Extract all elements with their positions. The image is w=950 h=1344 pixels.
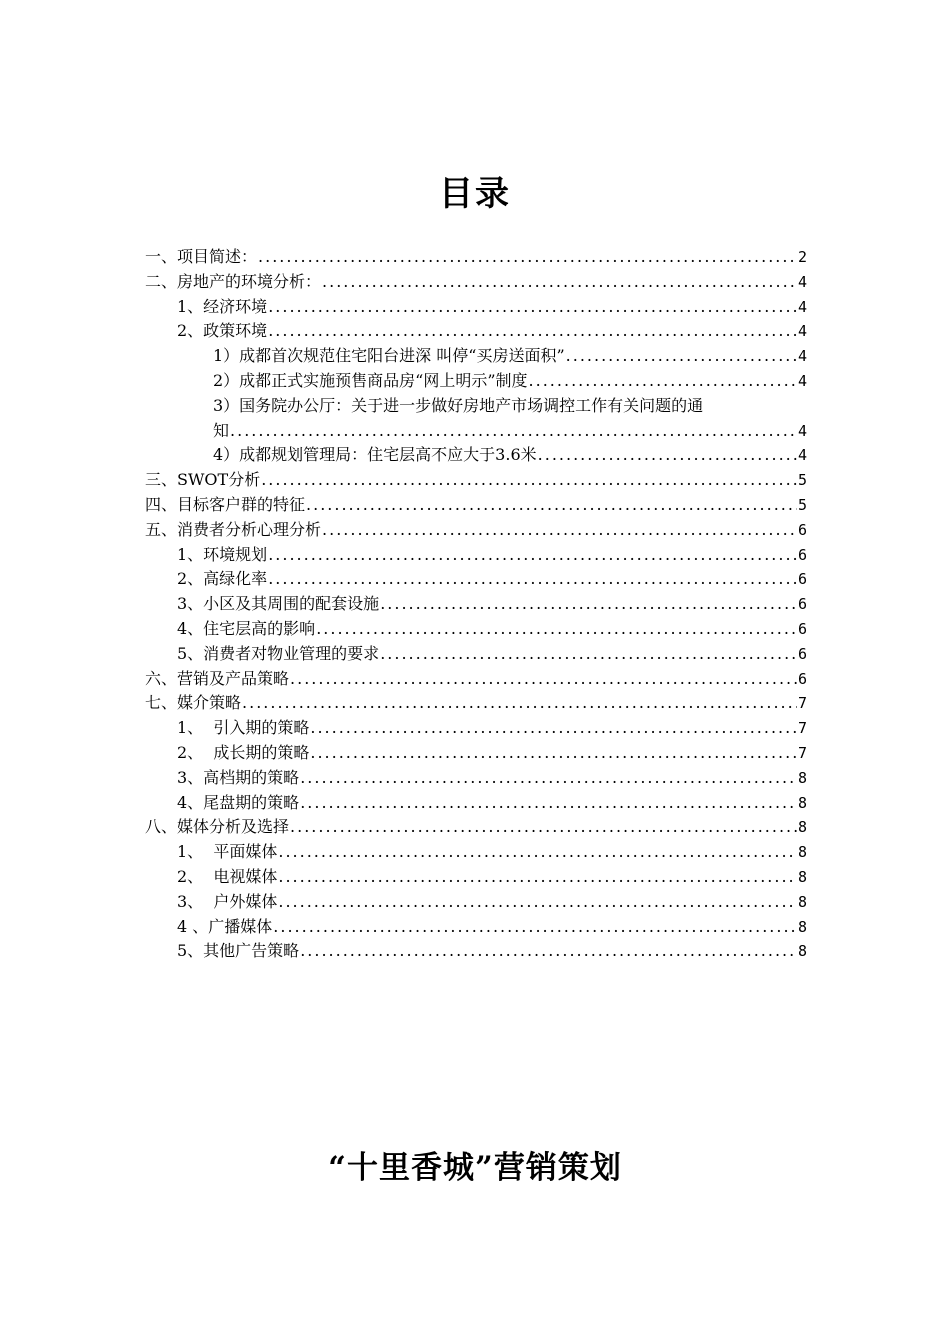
toc-page-number: 6 (797, 669, 807, 688)
dot-leader (278, 865, 797, 890)
toc-page-number: 8 (797, 818, 807, 837)
toc-page-number: 4 (797, 421, 807, 440)
toc-page-number: 2 (797, 248, 807, 266)
toc-entry[interactable] (145, 691, 807, 716)
toc-entry[interactable] (145, 245, 807, 270)
toc-entry-text: 4 、广播媒体 (177, 916, 273, 936)
toc-page-number: 7 (797, 743, 807, 762)
toc-page-number: 8 (797, 867, 807, 886)
toc-page-number: 5 (797, 495, 807, 514)
dot-leader (310, 716, 797, 741)
toc-entry[interactable] (145, 667, 807, 692)
toc-entry-text: 2）成都正式实施预售商品房“网上明示”制度 (213, 370, 528, 390)
toc-entry[interactable] (145, 915, 807, 940)
dot-leader (278, 890, 797, 915)
dot-leader (566, 344, 797, 369)
dot-leader (380, 592, 797, 617)
toc-entry-text: 3）国务院办公厅：关于进一步做好房地产市场调控工作有关问题的通 (213, 395, 704, 415)
toc-entry-text: 1、经济环境 (177, 296, 268, 316)
toc-entry[interactable] (145, 344, 807, 369)
toc-entry[interactable] (145, 493, 807, 518)
toc-page-number: 6 (797, 545, 807, 564)
toc-entry-text: 2、政策环境 (177, 321, 268, 341)
dot-leader (268, 319, 797, 344)
toc-entry-text: 5、消费者对物业管理的要求 (177, 643, 380, 663)
toc-page-number: 6 (797, 520, 807, 539)
toc-page-number: 6 (797, 619, 807, 638)
toc-entry[interactable] (145, 319, 807, 344)
toc-entry-text: 一、项目简述： (145, 247, 258, 266)
toc-entry-text: 六、营销及产品策略 (145, 668, 290, 688)
toc-page-number: 7 (797, 694, 807, 713)
toc-entry-text: 四、目标客户群的特征 (145, 494, 306, 514)
toc-page-number: 8 (797, 768, 807, 787)
dot-leader (278, 840, 797, 865)
toc-page-number: 4 (797, 347, 807, 366)
dot-leader (322, 270, 797, 295)
toc-page-number: 4 (797, 297, 807, 316)
toc-entry-text: 1、 引入期的策略 (177, 718, 310, 738)
toc-entry[interactable] (145, 865, 807, 890)
toc-entry[interactable] (145, 642, 807, 667)
toc-entry[interactable] (145, 890, 807, 915)
dot-leader (290, 667, 797, 692)
dot-leader (300, 939, 797, 964)
toc-page-number: 4 (797, 322, 807, 341)
toc-entry[interactable] (145, 741, 807, 766)
toc-page-number: 8 (797, 793, 807, 812)
toc-entry-text: 五、消费者分析心理分析 (145, 519, 322, 539)
toc-entry[interactable] (145, 716, 807, 741)
toc-entry[interactable] (145, 840, 807, 865)
toc-entry[interactable] (145, 791, 807, 816)
toc-page-number: 4 (797, 446, 807, 465)
dot-leader (300, 766, 797, 791)
toc-entry[interactable] (145, 543, 807, 568)
dot-leader (306, 493, 797, 518)
toc-page-number: 7 (797, 719, 807, 738)
toc-entry-text: 1、 平面媒体 (177, 842, 278, 862)
dot-leader (268, 543, 797, 568)
toc-entry-text: 2、 电视媒体 (177, 866, 278, 886)
toc-page-number: 4 (797, 272, 807, 291)
dot-leader (242, 691, 797, 716)
toc-entry-text: 2、高绿化率 (177, 569, 268, 589)
toc-page-number: 4 (797, 371, 807, 390)
toc-entry[interactable] (145, 295, 807, 320)
toc-entry-text: 3、小区及其周围的配套设施 (177, 594, 380, 614)
toc-page-number: 5 (797, 471, 807, 490)
dot-leader (538, 443, 797, 468)
dot-leader (300, 791, 797, 816)
dot-leader (268, 567, 797, 592)
dot-leader (380, 642, 797, 667)
toc-page-number: 8 (797, 843, 807, 862)
toc-entry-text: 八、媒体分析及选择 (145, 817, 290, 837)
toc-entry-text: 二、房地产的环境分析： (145, 271, 322, 291)
toc-page-number: 6 (797, 595, 807, 614)
toc-page-number: 8 (797, 942, 807, 961)
toc-entry-text: 2、 成长期的策略 (177, 742, 310, 762)
toc-entry-text: 3、高档期的策略 (177, 767, 300, 787)
toc-heading: 目录 (439, 174, 511, 214)
toc-entry-text: 三、SWOT分析 (145, 470, 261, 490)
dot-leader (322, 518, 797, 543)
toc-entry[interactable] (145, 617, 807, 642)
toc-entry[interactable] (145, 592, 807, 617)
dot-leader (316, 617, 797, 642)
toc-entry[interactable] (145, 518, 807, 543)
table-of-contents (145, 245, 807, 964)
toc-page-number: 8 (797, 892, 807, 911)
toc-page-number: 8 (797, 917, 807, 936)
toc-entry-text: 3、 户外媒体 (177, 891, 278, 911)
toc-entry[interactable] (145, 394, 807, 444)
toc-entry[interactable] (145, 270, 807, 295)
toc-entry[interactable] (145, 369, 807, 394)
dot-leader (529, 369, 797, 394)
toc-entry[interactable] (145, 766, 807, 791)
toc-entry-text: 4、尾盘期的策略 (177, 792, 300, 812)
toc-entry-text: 1、环境规划 (177, 544, 268, 564)
toc-entry-text: 七、媒介策略 (145, 693, 242, 713)
toc-entry[interactable] (145, 939, 807, 964)
toc-entry[interactable] (145, 567, 807, 592)
dot-leader (258, 245, 797, 270)
document-title: “十里香城”营销策划 (328, 1150, 622, 1186)
toc-entry-text: 4）成都规划管理局：住宅层高不应大于3.6米 (213, 445, 537, 465)
toc-page-number: 6 (797, 644, 807, 663)
dot-leader (290, 815, 797, 840)
dot-leader (230, 419, 797, 444)
toc-entry-text: 5、其他广告策略 (177, 941, 300, 961)
toc-entry-text: 4、住宅层高的影响 (177, 618, 316, 638)
dot-leader (273, 915, 797, 940)
dot-leader (268, 295, 797, 320)
toc-entry-text: 1）成都首次规范住宅阳台进深 叫停“买房送面积” (213, 346, 565, 366)
toc-entry[interactable] (145, 815, 807, 840)
toc-entry[interactable] (145, 468, 807, 493)
toc-page-number: 6 (797, 570, 807, 589)
dot-leader (310, 741, 797, 766)
toc-entry[interactable] (145, 443, 807, 468)
dot-leader (261, 468, 797, 493)
toc-entry-text-continued: 知 (213, 420, 230, 440)
